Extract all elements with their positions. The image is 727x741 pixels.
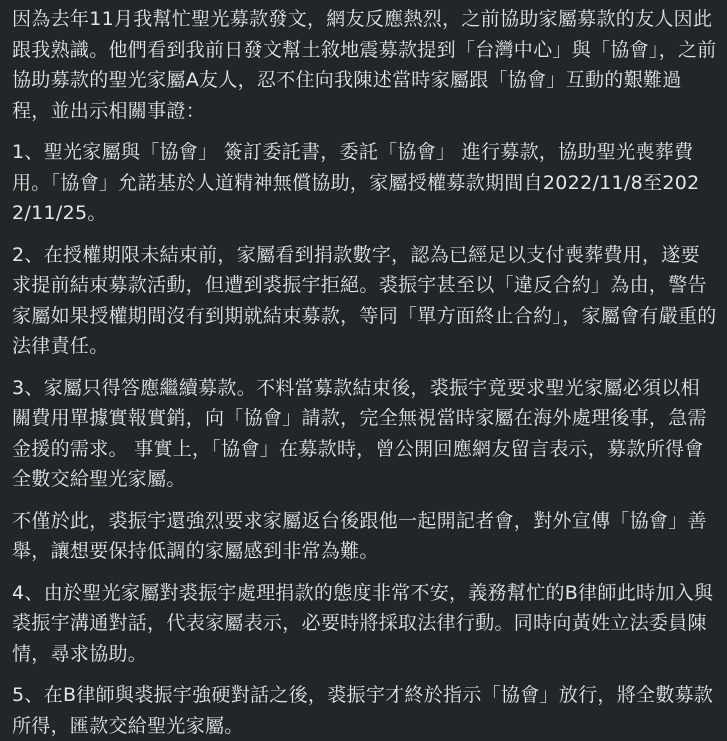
post-paragraph-intro: 因為去年11月我幫忙聖光募款發文，網友反應熱烈，之前協助家屬募款的友人因此跟我熟識。他們看到我前日發文幫土敘地震募款提到「台灣中心」與「協會」，之前協助募款的聖光家屬A友人，忍不住向我陳述當時家屬跟「協會」互動的艱難過程，並出示相關事證：: [12, 8, 717, 122]
post-body: [12, 4, 717, 741]
post-paragraph-point-5: 5、在B律師與裘振宇強硬對話之後，裘振宇才終於指示「協會」放行，將全數募款所得，匯款交給聖光家屬。: [12, 684, 714, 737]
post-paragraph-moreover: 不僅於此，裘振宇還強烈要求家屬返台後跟他一起開記者會，對外宣傳「協會」善舉，讓想要保持低調的家屬感到非常為難。: [12, 509, 707, 562]
post-paragraph-point-4: 4、由於聖光家屬對裘振宇處理捐款的態度非常不安，義務幫忙的B律師此時加入與裘振宇溝通對話，代表家屬表示，必要時將採取法律行動。同時向黃姓立法委員陳情，尋求協助。: [12, 581, 714, 665]
post-paragraph-point-1: 1、聖光家屬與「協會」 簽訂委託書，委託「協會」 進行募款，協助聖光喪葬費用。「協會」允諾基於人道精神無償協助，家屬授權募款期間自2022/11/8至2022/11/25。: [12, 141, 700, 224]
post-paragraph-point-3: 3、家屬只得答應繼續募款。不料當募款結束後，裘振宇竟要求聖光家屬必須以相關費用單據實報實銷，向「協會」請款，完全無視當時家屬在海外處理後事，急需金援的需求。 事實上，「協會」在募款時，曾公開回應網友留言表示，募款所得會全數交給聖光家屬。: [12, 376, 707, 490]
post-paragraph-point-2: 2、在授權期限未結束前，家屬看到捐款數字，認為已經足以支付喪葬費用，遂要求提前結束募款活動，但遭到裘振宇拒絕。裘振宇甚至以「違反合約」為由，警告家屬如果授權期間沒有到期就結束募款，等同「單方面終止合約」，家屬會有嚴重的法律責任。: [12, 243, 717, 357]
